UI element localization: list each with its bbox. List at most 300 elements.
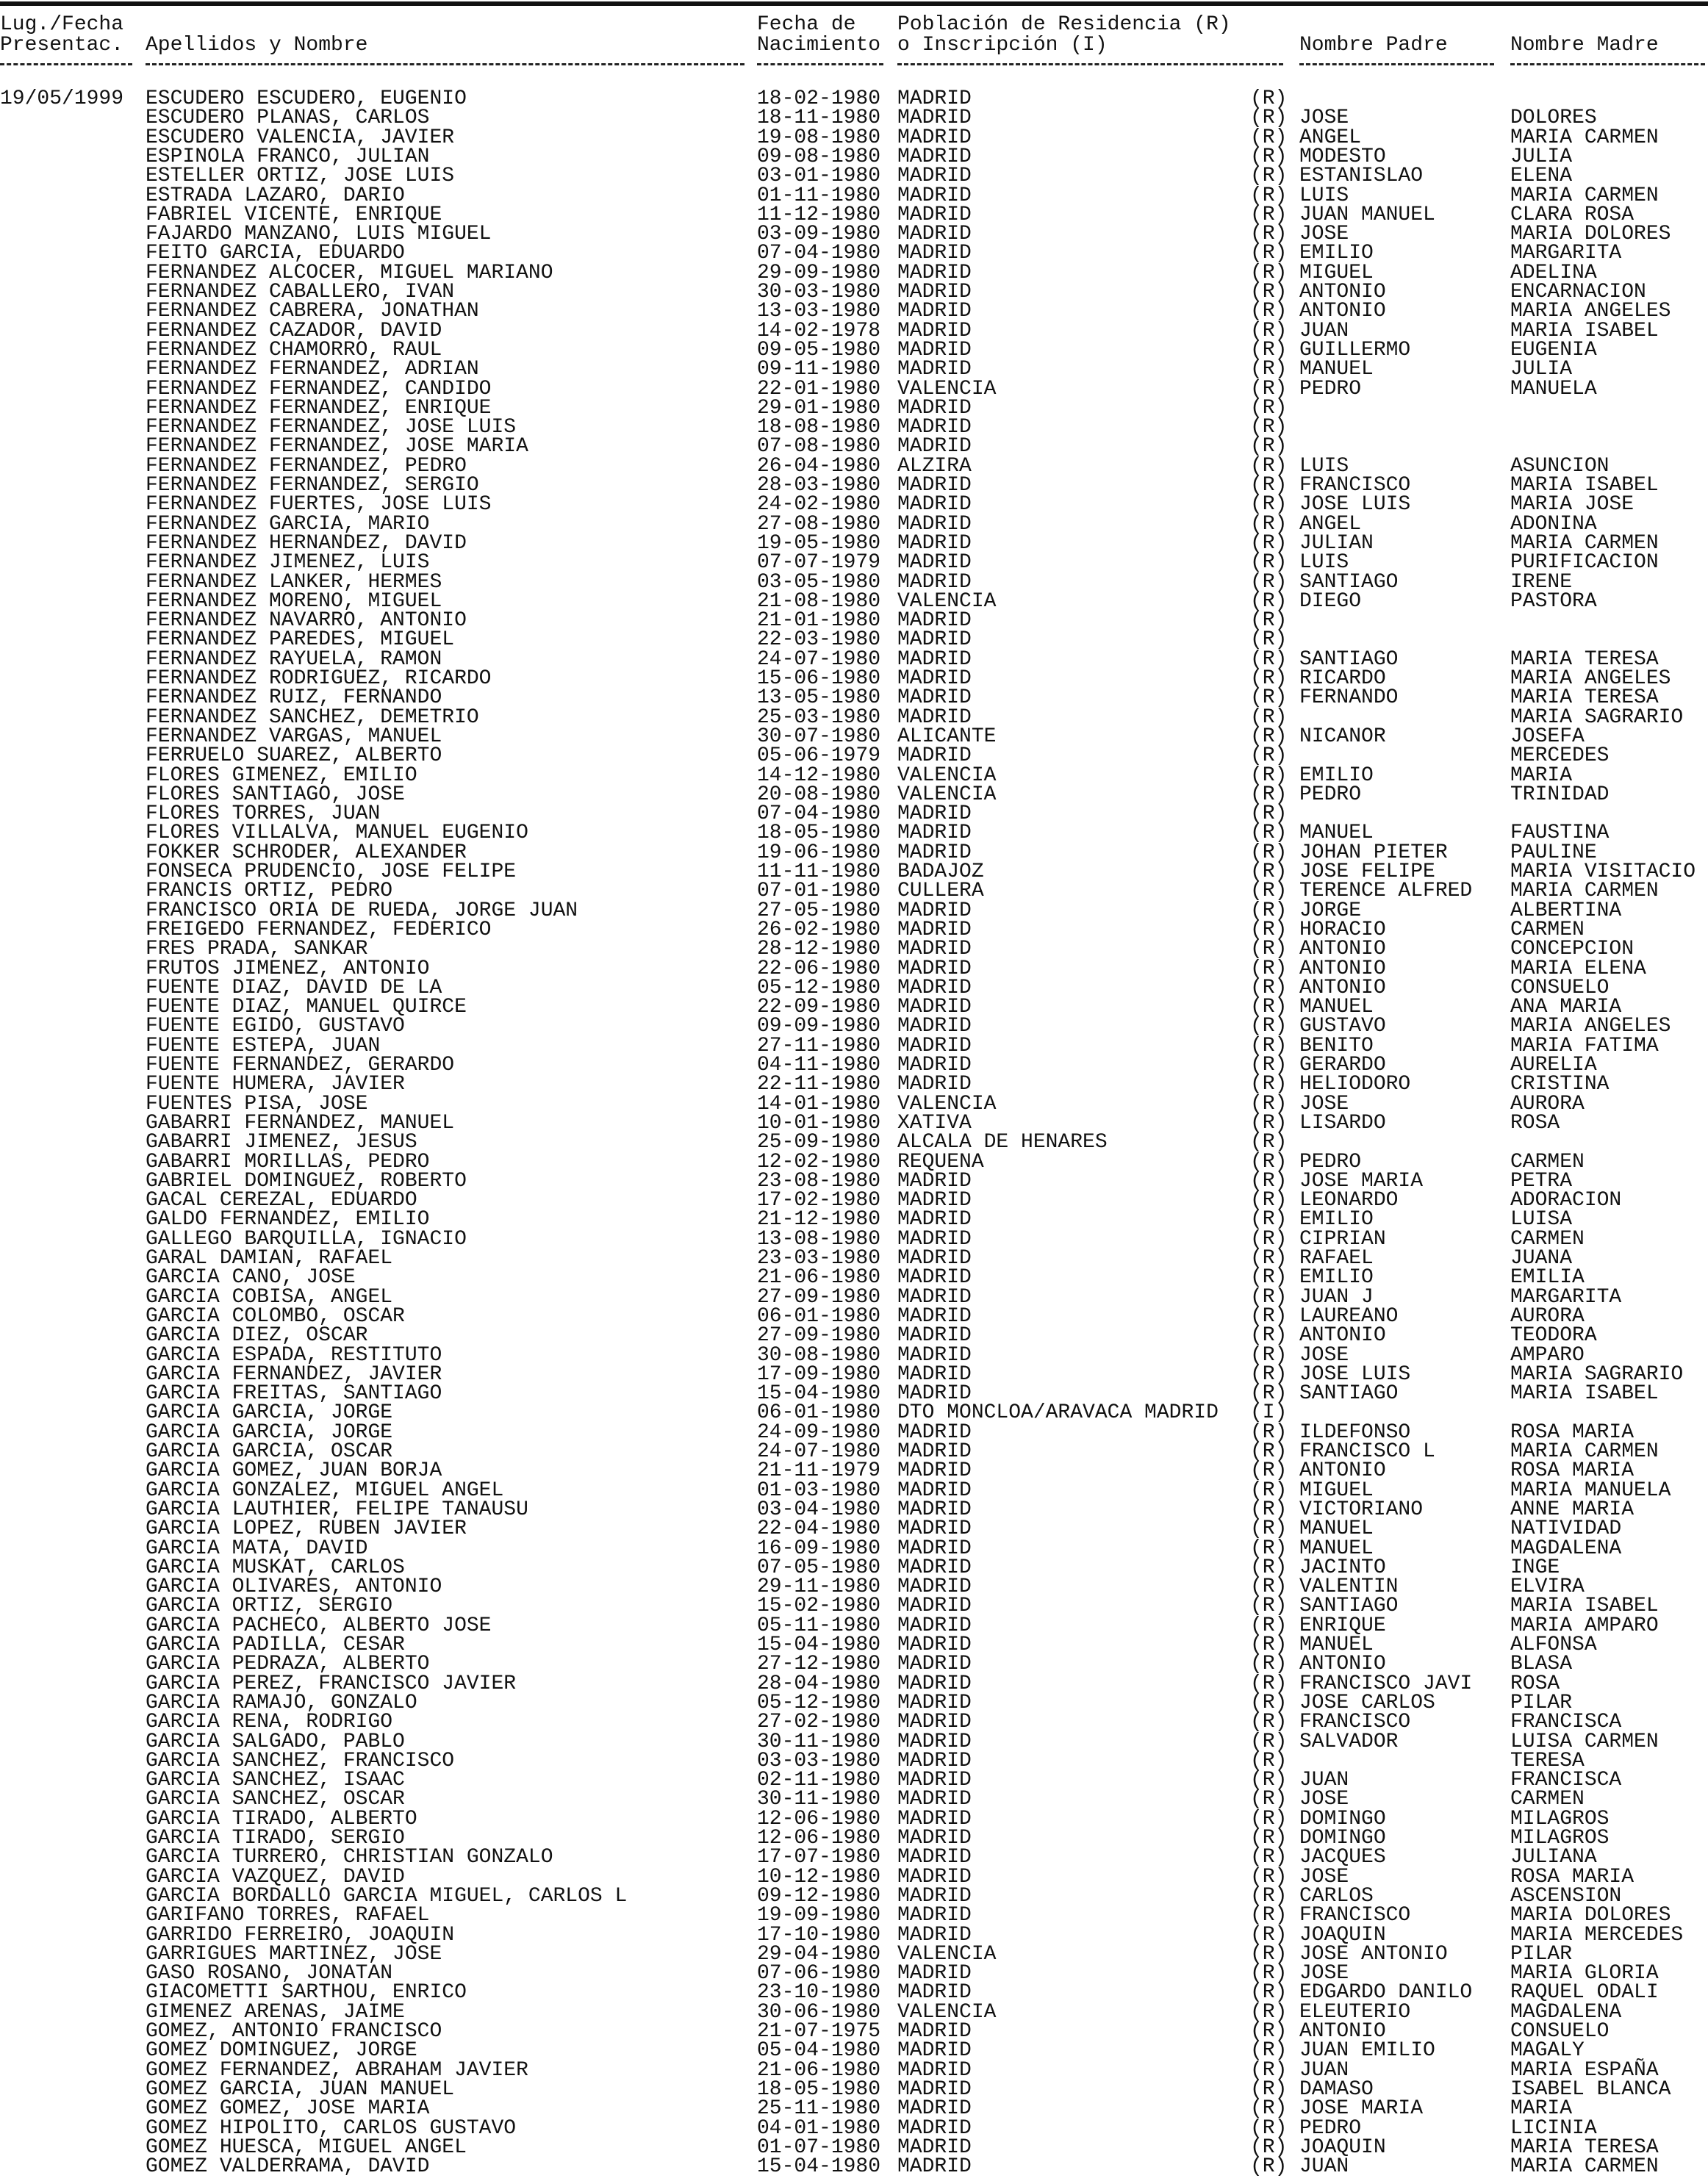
mother-name: FRANCISCA (1510, 1711, 1622, 1734)
table-row (0, 2077, 1708, 2101)
person-name: ESPINOLA FRANCO, JULIAN (146, 145, 430, 168)
residence-type: (R) (1250, 2135, 1288, 2159)
person-name: FLORES TORRES, JUAN (146, 802, 381, 826)
birth-date: 07-06-1980 (757, 1962, 881, 1986)
mother-name: MARIA ISABEL (1510, 319, 1659, 342)
residence-town: MADRID (897, 1807, 972, 1830)
person-name: GARCIA COLOMBO, OSCAR (146, 1304, 405, 1328)
residence-type: (R) (1250, 377, 1288, 400)
table-row (0, 647, 1708, 671)
table-row (0, 1829, 1708, 1848)
residence-type: (R) (1250, 1189, 1288, 1212)
father-name: FRANCISCO L (1299, 1440, 1435, 1463)
mother-name: ROSA MARIA (1510, 1459, 1635, 1483)
mother-name: CRISTINA (1510, 1073, 1610, 1096)
mother-name: BLASA (1510, 1653, 1573, 1676)
residence-type: (R) (1250, 281, 1288, 303)
father-name: MANUEL (1299, 1634, 1374, 1656)
residence-type: (R) (1250, 1904, 1288, 1927)
table-row (0, 940, 1708, 959)
residence-type: (R) (1250, 1517, 1288, 1541)
table-row (0, 1304, 1708, 1328)
birth-date: 05-12-1980 (757, 1691, 881, 1714)
father-name: DOMINGO (1299, 1827, 1386, 1850)
person-name: GARCIA LAUTHIER, FELIPE TANAUSU (146, 1498, 528, 1521)
mother-name: CLARA ROSA (1510, 203, 1635, 226)
residence-town: MADRID (897, 223, 972, 246)
residence-type: (R) (1250, 1324, 1288, 1348)
birth-date: 09-05-1980 (757, 338, 881, 362)
birth-date: 22-04-1980 (757, 1517, 881, 1541)
birth-date: 27-09-1980 (757, 1285, 881, 1309)
residence-type: (R) (1250, 1247, 1288, 1270)
residence-town: MADRID (897, 1614, 972, 1637)
residence-town: MADRID (897, 416, 972, 439)
table-row (0, 1459, 1708, 1483)
residence-type: (R) (1250, 1634, 1288, 1656)
table-row (0, 225, 1708, 244)
mother-name: EUGENIA (1510, 338, 1597, 362)
residence-town: MADRID (897, 570, 972, 594)
residence-town: MADRID (897, 1730, 972, 1753)
mother-name: CARMEN (1510, 1788, 1585, 1811)
residence-type: (R) (1250, 203, 1288, 226)
father-name: JOAQUIN (1299, 2135, 1386, 2159)
mother-name: PASTORA (1510, 589, 1597, 613)
mother-name: DOLORES (1510, 107, 1597, 130)
residence-type: (R) (1250, 1575, 1288, 1599)
residence-type: (R) (1250, 686, 1288, 710)
birth-date: 30-03-1980 (757, 281, 881, 303)
residence-town: MADRID (897, 1189, 972, 1212)
mother-name: MARIA ESPAÑA (1510, 2058, 1659, 2082)
mother-name: MARGARITA (1510, 1285, 1622, 1309)
residence-town: MADRID (897, 1749, 972, 1772)
birth-date: 30-06-1980 (757, 2000, 881, 2024)
father-name: FRANCISCO (1299, 1904, 1411, 1927)
birth-date: 03-03-1980 (757, 1749, 881, 1772)
father-name: ANGEL (1299, 126, 1362, 149)
table-row (0, 1807, 1708, 1830)
residence-type: (R) (1250, 184, 1288, 207)
residence-town: MADRID (897, 1788, 972, 1811)
residence-type: (R) (1250, 1807, 1288, 1830)
mother-name: MANUELA (1510, 377, 1597, 400)
mother-name: CARMEN (1510, 1150, 1585, 1174)
residence-type: (R) (1250, 628, 1288, 652)
table-row (0, 1324, 1708, 1348)
person-name: GARCIA PADILLA, CESAR (146, 1634, 405, 1656)
person-name: GARCIA VAZQUEZ, DAVID (146, 1865, 405, 1889)
birth-date: 15-02-1980 (757, 1595, 881, 1618)
residence-town: MADRID (897, 1034, 972, 1057)
person-name: FUENTE HUMERA, JAVIER (146, 1073, 405, 1096)
person-name: FRUTOS JIMENEZ, ANTONIO (146, 957, 430, 980)
residence-type: (R) (1250, 1730, 1288, 1753)
table-row (0, 669, 1708, 689)
residence-type: (R) (1250, 1285, 1288, 1309)
person-name: GARCIA SANCHEZ, OSCAR (146, 1788, 405, 1811)
header-divider (897, 63, 1283, 65)
table-row (0, 377, 1708, 400)
father-name: ANTONIO (1299, 957, 1386, 980)
person-name: GARCIA PACHECO, ALBERTO JOSE (146, 1614, 492, 1637)
header-town-line1: Población de Residencia (R) (897, 13, 1231, 36)
person-name: GOMEZ VALDERRAMA, DAVID (146, 2155, 430, 2179)
father-name: JOSE (1299, 1343, 1349, 1367)
residence-type: (R) (1250, 1131, 1288, 1154)
table-row (0, 1771, 1708, 1790)
birth-date: 28-12-1980 (757, 938, 881, 961)
table-row (0, 2058, 1708, 2082)
father-name: HELIODORO (1299, 1073, 1411, 1096)
residence-town: MADRID (897, 358, 972, 381)
person-name: FERNANDEZ FERNANDEZ, ENRIQUE (146, 396, 492, 420)
birth-date: 30-08-1980 (757, 1343, 881, 1367)
header-lug-line2: Presentac. (0, 34, 124, 57)
person-name: GARCIA SANCHEZ, ISAAC (146, 1769, 405, 1792)
table-row (0, 1848, 1708, 1867)
father-name: EMILIO (1299, 242, 1374, 265)
person-name: GARCIA TURRERO, CHRISTIAN GONZALO (146, 1846, 553, 1869)
table-row (0, 283, 1708, 302)
birth-date: 18-02-1980 (757, 87, 881, 110)
birth-date: 13-05-1980 (757, 686, 881, 710)
person-name: GARCIA PEREZ, FRANCISCO JAVIER (146, 1672, 517, 1695)
residence-town: MADRID (897, 2155, 972, 2179)
father-name: JOSE (1299, 1865, 1349, 1889)
father-name: PEDRO (1299, 377, 1362, 400)
father-name: JOSE CARLOS (1299, 1691, 1435, 1714)
mother-name: MARIA CARMEN (1510, 880, 1659, 903)
residence-type: (R) (1250, 531, 1288, 555)
residence-town: MADRID (897, 165, 972, 188)
birth-date: 05-04-1980 (757, 2039, 881, 2063)
mother-name: ROSA MARIA (1510, 1865, 1635, 1889)
father-name: LEONARDO (1299, 1189, 1399, 1212)
residence-town: MADRID (897, 1537, 972, 1560)
father-name: BENITO (1299, 1034, 1374, 1057)
father-name: EMILIO (1299, 1208, 1374, 1232)
birth-date: 17-09-1980 (757, 1362, 881, 1386)
residence-type: (R) (1250, 1150, 1288, 1174)
mother-name: MARIA CARMEN (1510, 2155, 1659, 2179)
person-name: GARCIA SANCHEZ, FRANCISCO (146, 1749, 455, 1772)
mother-name: MARIA ANGELES (1510, 667, 1671, 690)
table-row (0, 1884, 1708, 1908)
mother-name: ELVIRA (1510, 1575, 1585, 1599)
table-row (0, 1539, 1708, 1559)
residence-town: VALENCIA (897, 2000, 997, 2024)
father-name: SANTIAGO (1299, 1595, 1399, 1618)
table-row (0, 493, 1708, 517)
father-name: DAMASO (1299, 2077, 1374, 2101)
person-name: FERNANDEZ RODRIGUEZ, RICARDO (146, 667, 492, 690)
header-divider (757, 63, 883, 65)
birth-date: 09-09-1980 (757, 1015, 881, 1038)
father-name: JOSE MARIA (1299, 1169, 1424, 1193)
table-row (0, 802, 1708, 826)
birth-date: 24-09-1980 (757, 1420, 881, 1444)
birth-date: 09-12-1980 (757, 1884, 881, 1908)
residence-type: (R) (1250, 2000, 1288, 2024)
father-name: JUAN (1299, 319, 1349, 342)
father-name: JUAN MANUEL (1299, 203, 1435, 226)
mother-name: TERESA (1510, 1749, 1585, 1772)
table-row (0, 2099, 1708, 2119)
residence-type: (R) (1250, 822, 1288, 845)
table-row (0, 1075, 1708, 1094)
residence-type: (R) (1250, 416, 1288, 439)
table-row (0, 1730, 1708, 1753)
table-row (0, 899, 1708, 922)
person-name: ESTRADA LAZARO, DARIO (146, 184, 405, 207)
person-name: GARCIA GOMEZ, JUAN BORJA (146, 1459, 442, 1483)
person-name: FERNANDEZ FERNANDEZ, JOSE MARIA (146, 435, 528, 459)
residence-town: VALENCIA (897, 1942, 997, 1966)
father-name: JOSE LUIS (1299, 493, 1411, 517)
mother-name: MARIA TERESA (1510, 2135, 1659, 2159)
mother-name: RAQUEL ODALI (1510, 1981, 1659, 2005)
person-name: GIMENEZ ARENAS, JAIME (146, 2000, 405, 2024)
residence-type: (R) (1250, 2077, 1288, 2101)
birth-date: 21-01-1980 (757, 609, 881, 633)
table-row (0, 1517, 1708, 1541)
table-row (0, 454, 1708, 478)
residence-type: (R) (1250, 1788, 1288, 1811)
residence-town: MADRID (897, 1904, 972, 1927)
table-row (0, 1575, 1708, 1599)
residence-town: MADRID (897, 1769, 972, 1792)
table-row (0, 244, 1708, 263)
residence-town: MADRID (897, 1324, 972, 1348)
mother-name: EMILIA (1510, 1266, 1585, 1290)
residence-town: MADRID (897, 1440, 972, 1463)
father-name: ANTONIO (1299, 1324, 1386, 1348)
father-name: ELEUTERIO (1299, 2000, 1411, 2024)
mother-name: MARIA (1510, 2097, 1573, 2121)
residence-type: (R) (1250, 435, 1288, 459)
table-row (0, 1150, 1708, 1174)
father-name: ENRIQUE (1299, 1614, 1386, 1637)
birth-date: 22-09-1980 (757, 996, 881, 1019)
table-row (0, 396, 1708, 420)
table-row (0, 2022, 1708, 2041)
person-name: FREIGEDO FERNANDEZ, FEDERICO (146, 918, 492, 941)
father-name: JOAQUIN (1299, 1923, 1386, 1947)
birth-date: 01-11-1980 (757, 184, 881, 207)
birth-date: 21-11-1979 (757, 1459, 881, 1483)
person-name: GARCIA ESPADA, RESTITUTO (146, 1343, 442, 1367)
person-name: GOMEZ FERNANDEZ, ABRAHAM JAVIER (146, 2058, 528, 2082)
residence-type: (R) (1250, 223, 1288, 246)
birth-date: 15-04-1980 (757, 2155, 881, 2179)
person-name: FLORES SANTIAGO, JOSE (146, 783, 405, 806)
table-row (0, 1942, 1708, 1966)
header-divider (146, 63, 744, 65)
father-name: FRANCISCO (1299, 1711, 1411, 1734)
person-name: GARCIA RAMAJO, GONZALO (146, 1691, 417, 1714)
person-name: GALDO FERNANDEZ, EMILIO (146, 1208, 430, 1232)
person-name: FERRUELO SUAREZ, ALBERTO (146, 744, 442, 768)
person-name: GARCIA MUSKAT, CARLOS (146, 1556, 405, 1579)
father-name: JOSE ANTONIO (1299, 1942, 1448, 1966)
residence-town: MADRID (897, 1962, 972, 1986)
father-name: PEDRO (1299, 1150, 1362, 1174)
residence-town: MADRID (897, 667, 972, 690)
table-row (0, 824, 1708, 843)
residence-town: MADRID (897, 899, 972, 922)
father-name: GERARDO (1299, 1054, 1386, 1077)
person-name: FERNANDEZ FERNANDEZ, ADRIAN (146, 358, 479, 381)
table-row (0, 976, 1708, 999)
residence-town: MADRID (897, 1054, 972, 1077)
table-row (0, 1191, 1708, 1210)
mother-name: MILAGROS (1510, 1827, 1610, 1850)
father-name: FRANCISCO JAVI (1299, 1672, 1473, 1695)
residence-town: MADRID (897, 1304, 972, 1328)
residence-type: (R) (1250, 1034, 1288, 1057)
person-name: GARCIA RENA, RODRIGO (146, 1711, 393, 1734)
table-row (0, 2135, 1708, 2159)
father-name: EMILIO (1299, 1266, 1374, 1290)
birth-date: 07-08-1980 (757, 435, 881, 459)
table-row (0, 1208, 1708, 1232)
father-name: ANTONIO (1299, 1653, 1386, 1676)
header-divider (1299, 63, 1494, 65)
table-row (0, 1249, 1708, 1268)
person-name: GARCIA TIRADO, ALBERTO (146, 1807, 417, 1830)
mother-name: TRINIDAD (1510, 783, 1610, 806)
table-row (0, 1865, 1708, 1889)
residence-town: MADRID (897, 1382, 972, 1406)
birth-date: 23-03-1980 (757, 1247, 881, 1270)
residence-town: MADRID (897, 107, 972, 130)
father-name: GUSTAVO (1299, 1015, 1386, 1038)
person-name: GARCIA ORTIZ, SERGIO (146, 1595, 393, 1618)
top-rule (0, 1, 1708, 6)
residence-type: (R) (1250, 551, 1288, 575)
residence-town: MADRID (897, 609, 972, 633)
table-row (0, 109, 1708, 128)
father-name: ESTANISLAO (1299, 165, 1424, 188)
mother-name: ISABEL BLANCA (1510, 2077, 1671, 2101)
person-name: FUENTES PISA, JOSE (146, 1092, 368, 1115)
residence-type: (R) (1250, 2058, 1288, 2082)
residence-type: (R) (1250, 1343, 1288, 1367)
residence-town: ALCALA DE HENARES (897, 1131, 1108, 1154)
residence-type: (R) (1250, 899, 1288, 922)
birth-date: 11-11-1980 (757, 860, 881, 883)
residence-town: MADRID (897, 1266, 972, 1290)
mother-name: JOSEFA (1510, 725, 1585, 748)
father-name: JUAN (1299, 1769, 1349, 1792)
person-name: FERNANDEZ CHAMORRO, RAUL (146, 338, 442, 362)
table-row (0, 1111, 1708, 1135)
header-town-line2: o Inscripción (I) (897, 34, 1108, 57)
header-dob-line2: Nacimiento (757, 34, 881, 57)
mother-name: JULIA (1510, 145, 1573, 168)
birth-date: 01-03-1980 (757, 1478, 881, 1502)
birth-date: 21-07-1975 (757, 2020, 881, 2043)
person-name: FERNANDEZ CABRERA, JONATHAN (146, 300, 479, 323)
mother-name: MARIA MANUELA (1510, 1478, 1671, 1502)
residence-town: DTO MONCLOA/ARAVACA MADRID (897, 1401, 1219, 1425)
residence-type: (R) (1250, 1169, 1288, 1193)
table-row (0, 476, 1708, 495)
residence-type: (R) (1250, 1749, 1288, 1772)
birth-date: 10-01-1980 (757, 1111, 881, 1135)
residence-type: (R) (1250, 938, 1288, 961)
person-name: FONSECA PRUDENCIO, JOSE FELIPE (146, 860, 517, 883)
person-name: GOMEZ HUESCA, MIGUEL ANGEL (146, 2135, 467, 2159)
person-name: FERNANDEZ RAYUELA, RAMON (146, 647, 442, 671)
residence-type: (R) (1250, 1981, 1288, 2005)
person-name: GARCIA COBISA, ANGEL (146, 1285, 393, 1309)
father-name: EDGARDO DANILO (1299, 1981, 1473, 2005)
birth-date: 07-04-1980 (757, 242, 881, 265)
birth-date: 27-11-1980 (757, 1034, 881, 1057)
birth-date: 19-09-1980 (757, 1904, 881, 1927)
residence-type: (R) (1250, 996, 1288, 1019)
person-name: FUENTE DIAZ, MANUEL QUIRCE (146, 996, 467, 1019)
person-name: ESCUDERO PLANAS, CARLOS (146, 107, 430, 130)
residence-type: (R) (1250, 570, 1288, 594)
table-row (0, 512, 1708, 536)
person-name: FERNANDEZ JIMENEZ, LUIS (146, 551, 430, 575)
person-name: FERNANDEZ HERNANDEZ, DAVID (146, 531, 467, 555)
table-row (0, 1556, 1708, 1579)
table-row (0, 319, 1708, 342)
mother-name: TEODORA (1510, 1324, 1597, 1348)
father-name: RICARDO (1299, 667, 1386, 690)
residence-town: XATIVA (897, 1111, 972, 1135)
person-name: FERNANDEZ ALCOCER, MIGUEL MARIANO (146, 261, 553, 284)
father-name: ILDEFONSO (1299, 1420, 1411, 1444)
residence-town: MADRID (897, 1923, 972, 1947)
presentation-date: 19/05/1999 (0, 87, 124, 110)
header-divider (1510, 63, 1705, 65)
residence-type: (R) (1250, 396, 1288, 420)
person-name: GARIFANO TORRES, RAFAEL (146, 1904, 430, 1927)
residence-town: MADRID (897, 1865, 972, 1889)
residence-type: (R) (1250, 261, 1288, 284)
header-dob-line1: Fecha de (757, 13, 856, 36)
residence-type: (R) (1250, 1015, 1288, 1038)
father-name: LUIS (1299, 454, 1349, 478)
person-name: FERNANDEZ PAREDES, MIGUEL (146, 628, 455, 652)
residence-town: VALENCIA (897, 377, 997, 400)
birth-date: 26-02-1980 (757, 918, 881, 941)
residence-type: (R) (1250, 1769, 1288, 1792)
mother-name: LUISA CARMEN (1510, 1730, 1659, 1753)
father-name: JOSE (1299, 1962, 1349, 1986)
person-name: GIACOMETTI SARTHOU, ENRICO (146, 1981, 467, 2005)
table-row (0, 1498, 1708, 1521)
table-row (0, 763, 1708, 787)
father-name: ANTONIO (1299, 300, 1386, 323)
residence-type: (R) (1250, 1942, 1288, 1966)
person-name: FERNANDEZ RUIZ, FERNANDO (146, 686, 442, 710)
residence-type: (R) (1250, 1827, 1288, 1850)
mother-name: MARIA GLORIA (1510, 1962, 1659, 1986)
residence-town: ALZIRA (897, 454, 972, 478)
birth-date: 19-05-1980 (757, 531, 881, 555)
birth-date: 07-01-1980 (757, 880, 881, 903)
mother-name: MARIA FATIMA (1510, 1034, 1659, 1057)
table-row (0, 1227, 1708, 1251)
birth-date: 11-12-1980 (757, 203, 881, 226)
